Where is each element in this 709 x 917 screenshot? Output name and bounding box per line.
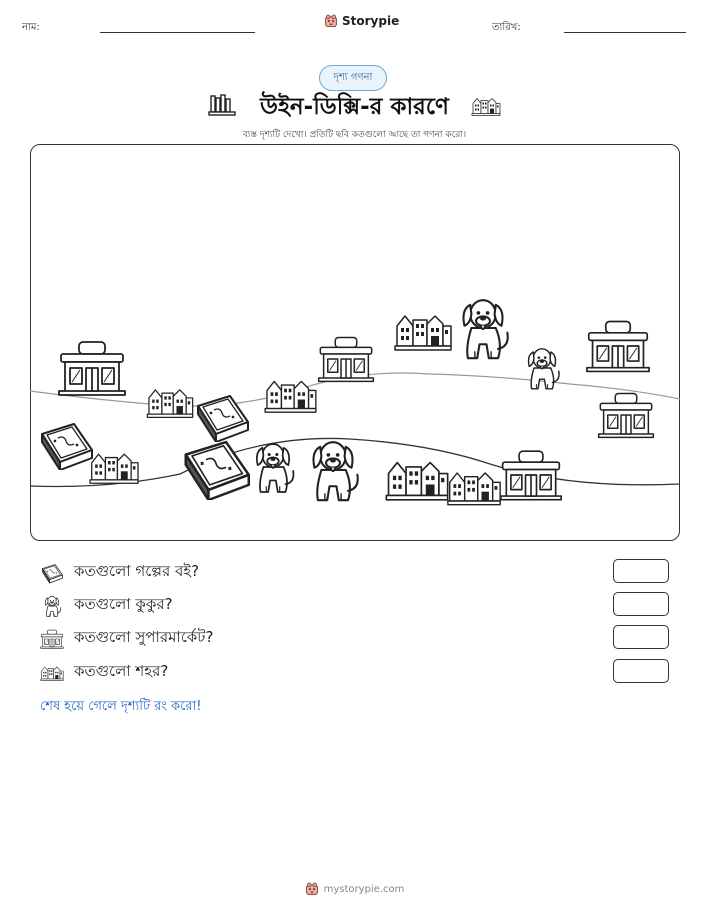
- site-url: mystorypie.com: [323, 883, 405, 895]
- counting-scene: [30, 144, 680, 541]
- logo-text: Storypie: [342, 14, 400, 28]
- supermarket-1: [59, 342, 125, 395]
- date-line[interactable]: [564, 32, 686, 33]
- supermarket-4: [598, 393, 653, 437]
- question-text: কতগুলো সুপারমার্কেট?: [74, 628, 214, 646]
- book-icon: [40, 562, 64, 584]
- storypie-footer-icon: [305, 882, 319, 896]
- answer-box-books[interactable]: [613, 559, 669, 583]
- town-5: [386, 462, 447, 499]
- supermarket-2: [318, 337, 373, 381]
- answer-box-supermarkets[interactable]: [613, 625, 669, 649]
- dog-icon: [40, 594, 64, 618]
- storypie-logo: [324, 14, 399, 28]
- question-dogs: [40, 593, 173, 618]
- answer-box-towns[interactable]: [613, 659, 669, 683]
- category-badge: দৃশ্য গণনা: [319, 65, 387, 91]
- town-4: [90, 454, 138, 483]
- town-3: [395, 316, 451, 350]
- question-towns: [40, 660, 168, 685]
- dog-4: [313, 442, 357, 500]
- supermarket-5: [500, 451, 560, 499]
- answer-box-dogs[interactable]: [613, 592, 669, 616]
- storypie-logo-icon: [324, 14, 338, 28]
- question-text: কতগুলো কুকুর?: [74, 595, 173, 613]
- question-text: কতগুলো গল্পের বই?: [74, 562, 200, 580]
- date-label: তারিখ:: [492, 22, 521, 33]
- question-books: [40, 560, 199, 585]
- instructions: ব্যস্ত দৃশ্যটি দেখো। প্রতিটি ছবি কতগুলো আছে তা গণনা করো।: [242, 130, 467, 140]
- town-icon: [40, 663, 64, 683]
- dog-3: [256, 443, 293, 491]
- supermarket-3: [586, 321, 648, 371]
- town-title-icon: [471, 95, 501, 117]
- name-label: নাম:: [22, 22, 40, 33]
- dog-1: [463, 300, 507, 358]
- page-title: উইন-ডিক্সি-র কারণে: [260, 94, 449, 120]
- scene-drawing: [30, 144, 680, 541]
- town-1: [147, 389, 192, 417]
- town-6: [447, 473, 499, 505]
- question-supermarkets: [40, 626, 213, 651]
- supermarket-icon: [40, 628, 64, 650]
- question-text: কতগুলো শহর?: [74, 662, 169, 680]
- site-footer: [0, 882, 709, 896]
- name-line[interactable]: [100, 32, 255, 33]
- book-2: [42, 424, 92, 470]
- coloring-note: শেষ হয়ে গেলে দৃশ্যটি রং করো!: [40, 699, 202, 714]
